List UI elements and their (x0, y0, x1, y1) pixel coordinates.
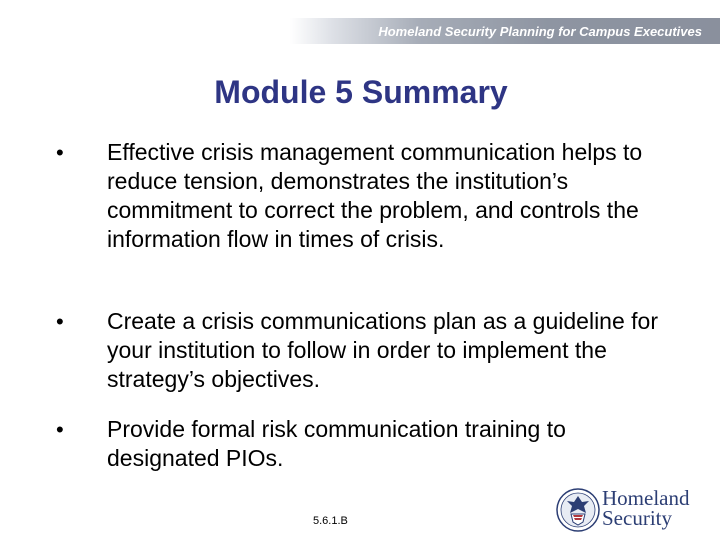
slide-code: 5.6.1.B (313, 515, 348, 527)
header-bar (290, 18, 720, 44)
bullet-text: Create a crisis communications plan as a guideline for your institution to follow in order to implement the strategy’s objectives. (107, 308, 658, 392)
slide-title: Module 5 Summary (214, 74, 508, 110)
logo-wordmark (602, 488, 689, 528)
logo-line-homeland: Homeland (602, 486, 690, 510)
bullet-text: Effective crisis management communication helps to reduce tension, demonstrates the institution’s commitment to correct the problem, and controls the information flow in times of crisis. (107, 139, 643, 252)
header-title: Homeland Security Planning for Campus Executives (378, 24, 702, 39)
logo-line-security: Security (602, 506, 672, 530)
bullet-marker: • (56, 140, 64, 165)
bullet-marker: • (56, 309, 64, 334)
bullet-text: Provide formal risk communication training to designated PIOs. (107, 416, 566, 471)
dhs-seal-icon (556, 488, 600, 532)
bullet-marker: • (56, 417, 64, 442)
dhs-logo (556, 488, 706, 532)
